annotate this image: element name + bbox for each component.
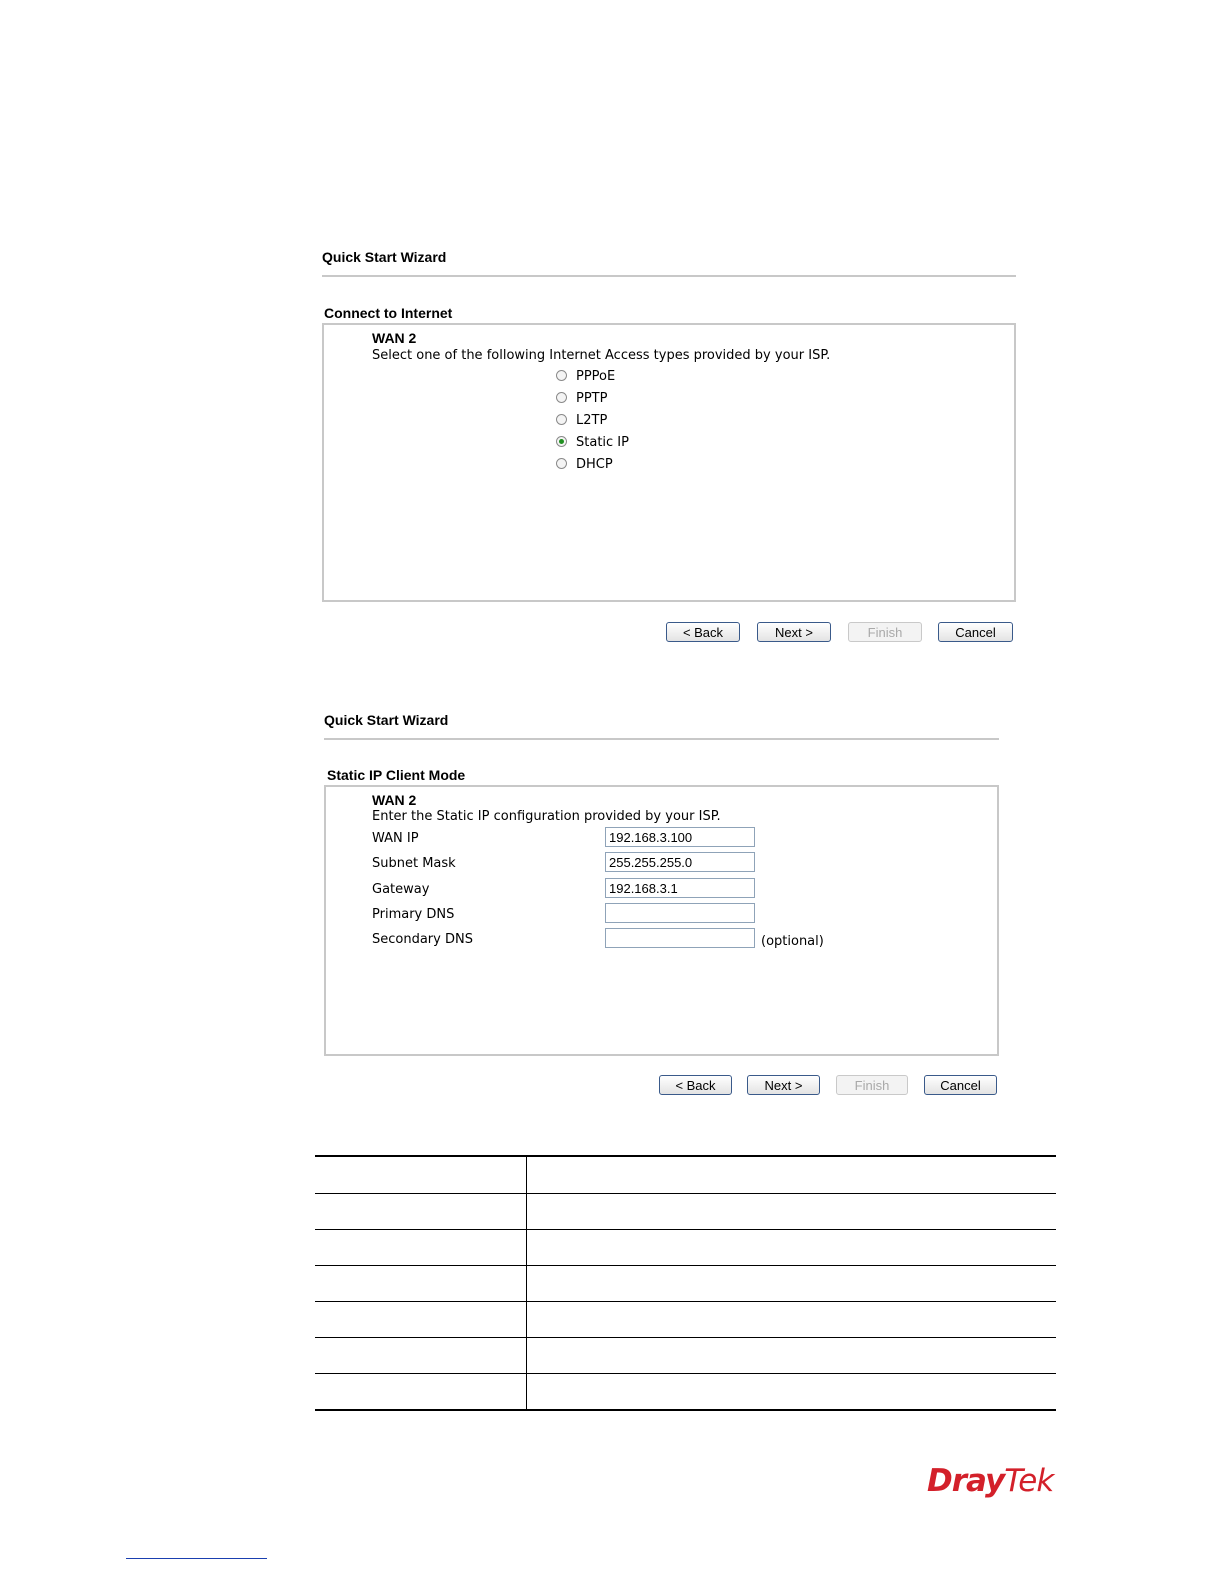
wan-label: WAN 2 <box>372 792 417 808</box>
radio-label: L2TP <box>576 413 608 428</box>
static-ip-panel <box>324 785 999 1056</box>
title-divider <box>322 275 1016 277</box>
logo-tek: Tek <box>1004 1463 1054 1499</box>
back-button[interactable]: < Back <box>659 1075 732 1095</box>
logo-dray: Dray <box>927 1463 1005 1499</box>
instruction-text: Select one of the following Internet Access types provided by your ISP. <box>372 348 831 363</box>
primary-dns-label: Primary DNS <box>372 907 455 922</box>
wan-ip-input[interactable]: 192.168.3.100 <box>605 827 755 847</box>
back-button[interactable]: < Back <box>666 622 740 642</box>
optional-note: (optional) <box>761 934 824 949</box>
wizard-title: Quick Start Wizard <box>324 712 449 728</box>
wan-ip-label: WAN IP <box>372 831 419 846</box>
table-row-divider <box>315 1193 1056 1194</box>
radio-selected-dot <box>559 439 564 444</box>
radio-button[interactable] <box>556 458 567 469</box>
secondary-dns-label: Secondary DNS <box>372 932 473 947</box>
next-button[interactable]: Next > <box>747 1075 820 1095</box>
section-title: Connect to Internet <box>324 305 453 321</box>
gateway-label: Gateway <box>372 882 430 897</box>
finish-button[interactable]: Finish <box>836 1075 908 1095</box>
table-row-divider <box>315 1373 1056 1374</box>
table-row-divider <box>315 1337 1056 1338</box>
table-row-divider <box>315 1265 1056 1266</box>
table-bottom-border <box>315 1409 1056 1411</box>
radio-button[interactable] <box>556 370 567 381</box>
instruction-text: Enter the Static IP configuration provided by your ISP. <box>372 809 721 824</box>
next-button[interactable]: Next > <box>757 622 831 642</box>
subnet-mask-label: Subnet Mask <box>372 856 456 871</box>
connection-type-panel <box>322 323 1016 602</box>
section-title: Static IP Client Mode <box>327 767 466 783</box>
primary-dns-input[interactable] <box>605 903 755 923</box>
wizard-title: Quick Start Wizard <box>322 249 447 265</box>
cancel-button[interactable]: Cancel <box>924 1075 997 1095</box>
wan-label: WAN 2 <box>372 330 417 346</box>
radio-button[interactable] <box>556 414 567 425</box>
title-divider <box>324 738 999 740</box>
table-row-divider <box>315 1301 1056 1302</box>
radio-label: DHCP <box>576 457 613 472</box>
gateway-input[interactable]: 192.168.3.1 <box>605 878 755 898</box>
table-top-border <box>315 1155 1056 1157</box>
subnet-mask-input[interactable]: 255.255.255.0 <box>605 852 755 872</box>
radio-label: PPPoE <box>576 369 616 384</box>
footer-link-underline <box>126 1558 267 1559</box>
radio-label: PPTP <box>576 391 608 406</box>
cancel-button[interactable]: Cancel <box>938 622 1013 642</box>
table-column-divider <box>526 1155 527 1411</box>
finish-button[interactable]: Finish <box>848 622 922 642</box>
table-row-divider <box>315 1229 1056 1230</box>
secondary-dns-input[interactable] <box>605 928 755 948</box>
draytek-logo <box>927 1463 1053 1499</box>
description-table <box>315 1155 1056 1413</box>
radio-label: Static IP <box>576 435 629 450</box>
radio-button-selected[interactable] <box>556 436 567 447</box>
radio-button[interactable] <box>556 392 567 403</box>
